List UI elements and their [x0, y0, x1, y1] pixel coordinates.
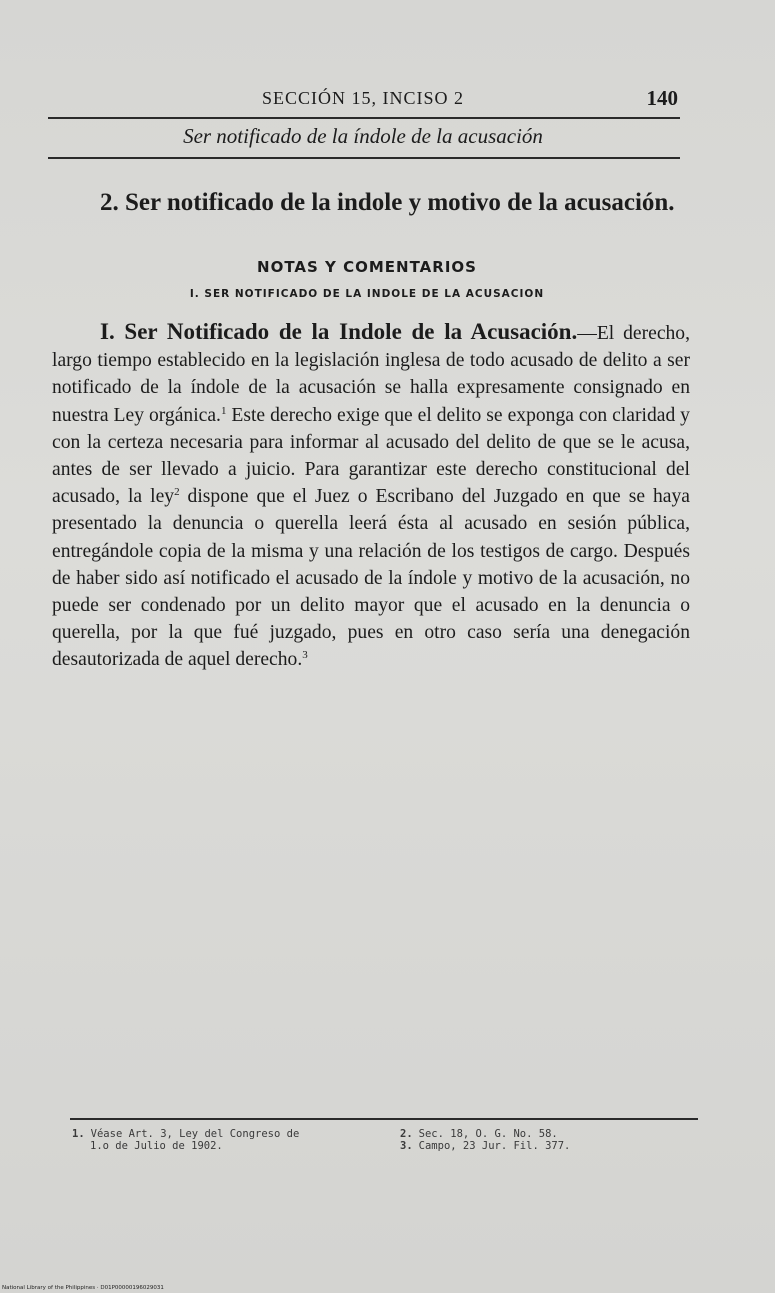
footnote-rule [70, 1118, 698, 1120]
paragraph-lead: I. Ser Notificado de la Indole de la Acusación. [100, 319, 578, 344]
footnote-3-text: Campo, 23 Jur. Fil. 377. [418, 1140, 571, 1152]
footnote-1 [72, 1128, 392, 1140]
footnote-ref-1: 1 [220, 404, 227, 417]
paragraph-text-3: dispone que el Juez o Escribano del Juzgado en que se haya presentado la denuncia o querella leerá ésta al acusado en sesión pública, entregándole copia de la misma y una relación de los testigos de cargo. Después de haber sido así notificado el acusado de la índole y motivo de la acusación, no puede ser condenado por un delito mayor que el acusado en la denuncia o querella, por la que fué juzgado, pues en otro caso sería una denegación desautorizada de aquel derecho. [52, 486, 690, 671]
footnote-column-left [72, 1128, 392, 1152]
footnote-1-number: 1. [72, 1128, 85, 1140]
running-subtitle: Ser notificado de la índole de la acusación [183, 124, 543, 148]
running-title: SECCIÓN 15, INCISO 2 [261, 88, 464, 108]
header-rule-bottom [48, 157, 680, 159]
footnote-ref-2: 2 [174, 486, 180, 499]
page-number: 140 [646, 86, 678, 110]
footnote-ref-3: 3 [302, 649, 308, 662]
footnote-2-number: 2. [400, 1128, 413, 1140]
library-watermark: National Library of the Philippines · D01P00000196029031 [2, 1285, 164, 1291]
footnote-3-number: 3. [400, 1140, 413, 1152]
footnote-2 [400, 1128, 700, 1140]
running-head [48, 86, 678, 114]
paragraph-text-1: —El derecho, largo tiempo establecido en la legislación inglesa de todo acusado de delito a ser notificado de la índole de la acusación se halla expresamente consignado en nuestra Ley orgánica. [52, 323, 691, 426]
body-paragraph [52, 318, 690, 674]
footnote-2-text: Sec. 18, O. G. No. 58. [418, 1128, 558, 1140]
notes-title: NOTAS Y COMENTARIOS [257, 258, 477, 276]
footnote-3 [400, 1140, 700, 1152]
footnote-1-text: Véase Art. 3, Ley del Congreso de [90, 1128, 300, 1140]
notes-subtitle: I. SER NOTIFICADO DE LA INDOLE DE LA ACUSACION [189, 288, 545, 300]
header-rule-top [48, 117, 680, 119]
footnote-1-continuation: 1.o de Julio de 1902. [90, 1140, 223, 1152]
section-heading: 2. Ser notificado de la indole y motivo de la acusación. [100, 189, 675, 216]
paragraph-text-2: Este derecho exige que el delito se exponga con claridad y con la certeza necesaria para informar al acusado del delito de que se le acusa, antes de ser llevado a juicio. Para garantizar este derecho constitucional del acusado, la ley [52, 404, 690, 508]
footnote-column-right [400, 1128, 700, 1152]
